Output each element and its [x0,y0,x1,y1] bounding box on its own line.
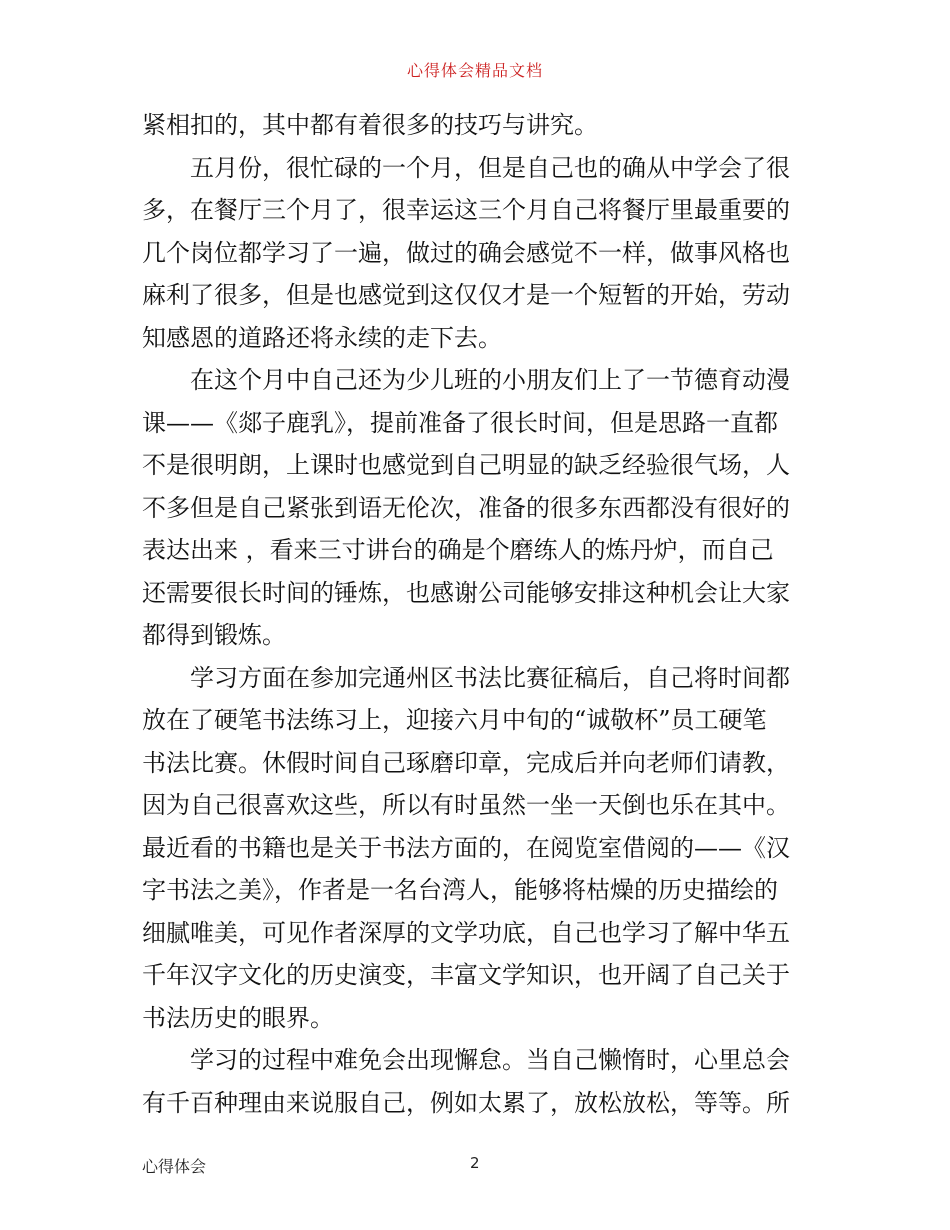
document-body [142,104,814,1124]
text-line: 不是很明朗，上课时也感觉到自己明显的缺乏经验很气场，人 [142,451,790,479]
text-line: 表达出来 ，看来三寸讲台的确是个磨练人的炼丹炉，而自己 [142,536,774,564]
text-line: 都得到锻炼。 [142,621,286,649]
text-line: 还需要很长时间的锤炼，也感谢公司能够安排这种机会让大家 [142,578,790,607]
text-line: 紧相扣的，其中都有着很多的技巧与讲究。 [142,111,598,139]
document-header-title: 心得体会精品文档 [406,61,543,80]
footer-label: 心得体会 [142,1157,207,1176]
text-line: 细腻唯美，可见作者深厚的文学功底，自己也学习了解中华五 [142,918,790,947]
text-line: 有千百种理由来说服自己，例如太累了，放松放松，等等。所 [142,1088,790,1117]
text-line: 最近看的书籍也是关于书法方面的，在阅览室借阅的——《汉 [142,833,790,862]
text-line: 不多但是自己紧张到语无伦次，准备的很多东西都没有很好的 [142,493,790,522]
paragraph-start-line: 五月份，很忙碌的一个月，但是自己也的确从中学会了很 [190,153,790,182]
text-line: 知感恩的道路还将永续的走下去。 [142,323,502,352]
paragraph-start-line: 在这个月中自己还为少儿班的小朋友们上了一节德育动漫 [190,366,790,394]
text-line: 因为自己很喜欢这些，所以有时虽然一坐一天倒也乐在其中。 [142,791,790,819]
text-line: 几个岗位都学习了一遍，做过的确会感觉不一样，做事风格也 [142,238,790,267]
text-line: 千年汉字文化的历史演变，丰富文学知识，也开阔了自己关于 [142,961,790,989]
text-line: 书法比赛。休假时间自己琢磨印章，完成后并向老师们请教， [142,748,790,777]
page-number: 2 [470,1154,480,1172]
text-line: 字书法之美》，作者是一名台湾人，能够将枯燥的历史描绘的 [142,876,778,904]
text-line: 麻利了很多，但是也感觉到这仅仅才是一个短暂的开始，劳动 [142,281,790,309]
text-line: 课——《郯子鹿乳》，提前准备了很长时间，但是思路一直都 [142,408,778,437]
text-line: 放在了硬笔书法练习上，迎接六月中旬的“诚敬杯”员工硬笔 [142,706,767,734]
text-line: 书法历史的眼界。 [142,1003,334,1032]
paragraph-start-line: 学习的过程中难免会出现懈怠。当自己懒惰时，心里总会 [190,1046,790,1074]
paragraph-start-line: 学习方面在参加完通州区书法比赛征稿后，自己将时间都 [190,663,790,692]
text-line: 多，在餐厅三个月了，很幸运这三个月自己将餐厅里最重要的 [142,196,790,224]
